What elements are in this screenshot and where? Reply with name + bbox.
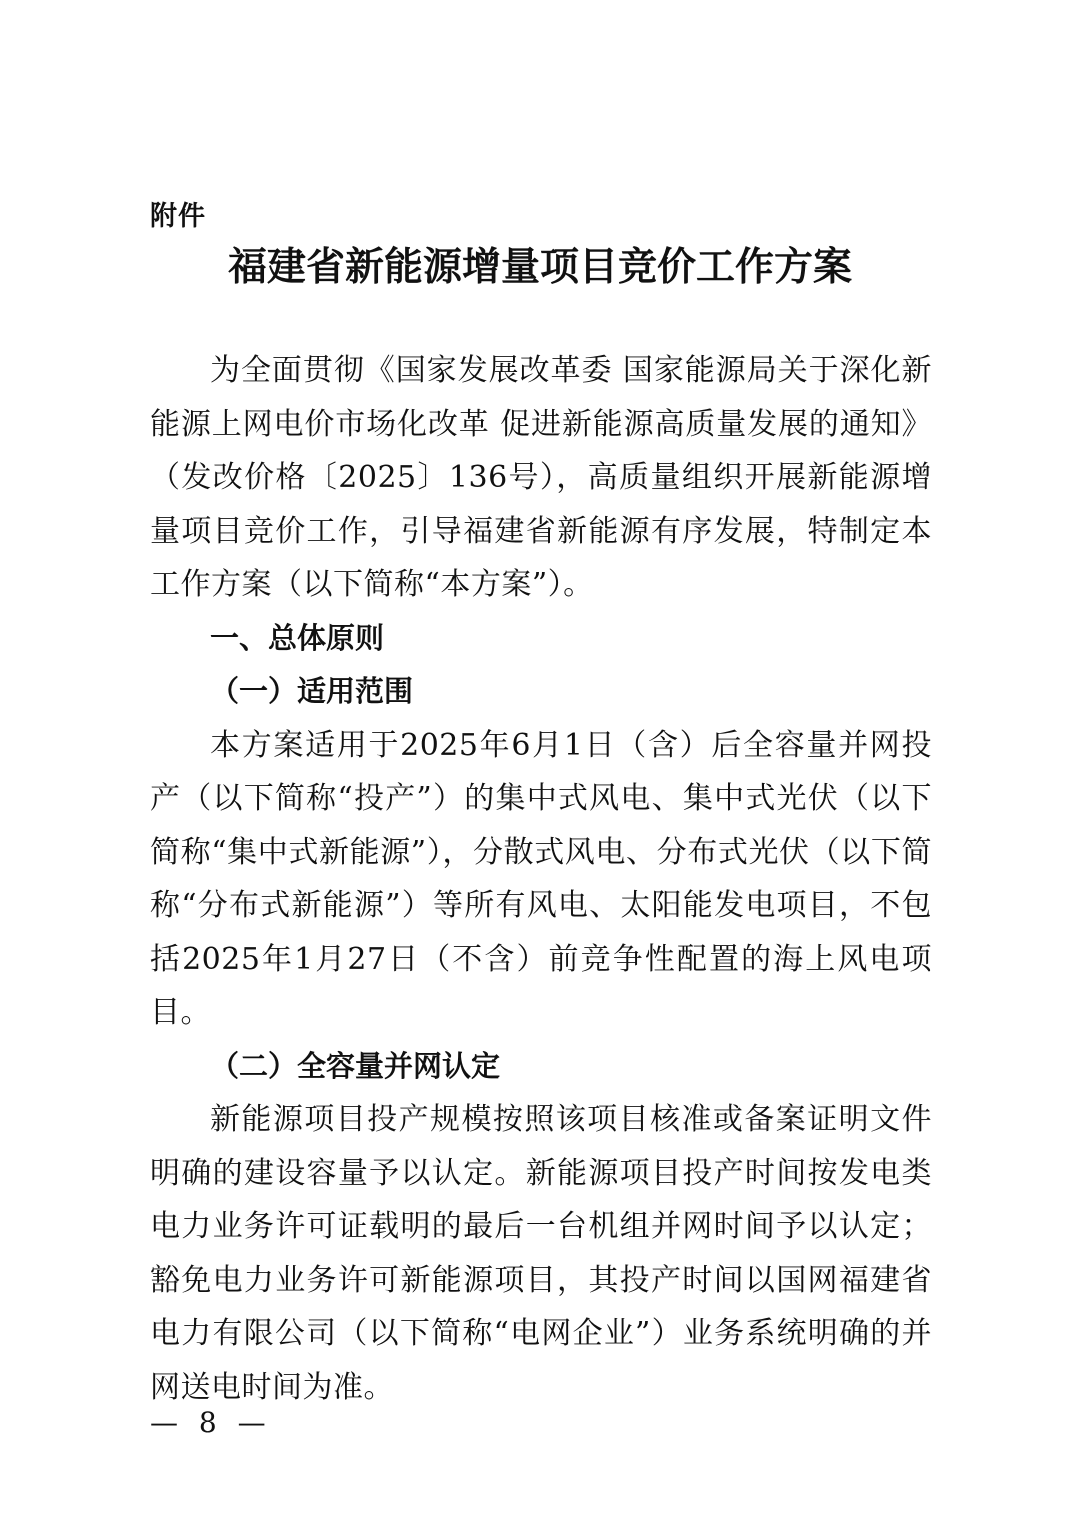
grid-connection-paragraph: 新能源项目投产规模按照该项目核准或备案证明文件明确的建设容量予以认定。新能源项目投产时间按发电类电力业务许可证载明的最后一台机组并网时间予以认定；豁免电力业务许可新能源项目，其投产时间以国网福建省电力有限公司（以下简称“电网企业”）业务系统明确的并网送电时间为准。	[150, 1102, 932, 1405]
subsection-heading-scope: （一）适用范围	[210, 674, 414, 708]
intro-paragraph: 为全面贯彻《国家发展改革委 国家能源局关于深化新能源上网电价市场化改革 促进新能源高质量发展的通知》（发改价格〔2025〕136号），高质量组织开展新能源增量项目竞价工作，引导福建省新能源有序发展，特制定本工作方案（以下简称“本方案”）。	[150, 353, 932, 602]
document-title: 福建省新能源增量项目竞价工作方案	[227, 244, 852, 290]
section-heading-general-principles: 一、总体原则	[210, 620, 385, 655]
subsection-heading-grid-connection: （二）全容量并网认定	[210, 1048, 501, 1083]
page-number: — 8 —	[150, 1406, 272, 1439]
document-body	[150, 344, 932, 1414]
scope-paragraph: 本方案适用于2025年6月1日（含）后全容量并网投产（以下简称“投产”）的集中式风电、集中式光伏（以下简称“集中式新能源”），分散式风电、分布式光伏（以下简称“分布式新能源”）等所有风电、太阳能发电项目，不包括2025年1月27日（不含）前竞争性配置的海上风电项目。	[150, 727, 932, 1030]
attachment-label: 附件	[150, 201, 206, 232]
